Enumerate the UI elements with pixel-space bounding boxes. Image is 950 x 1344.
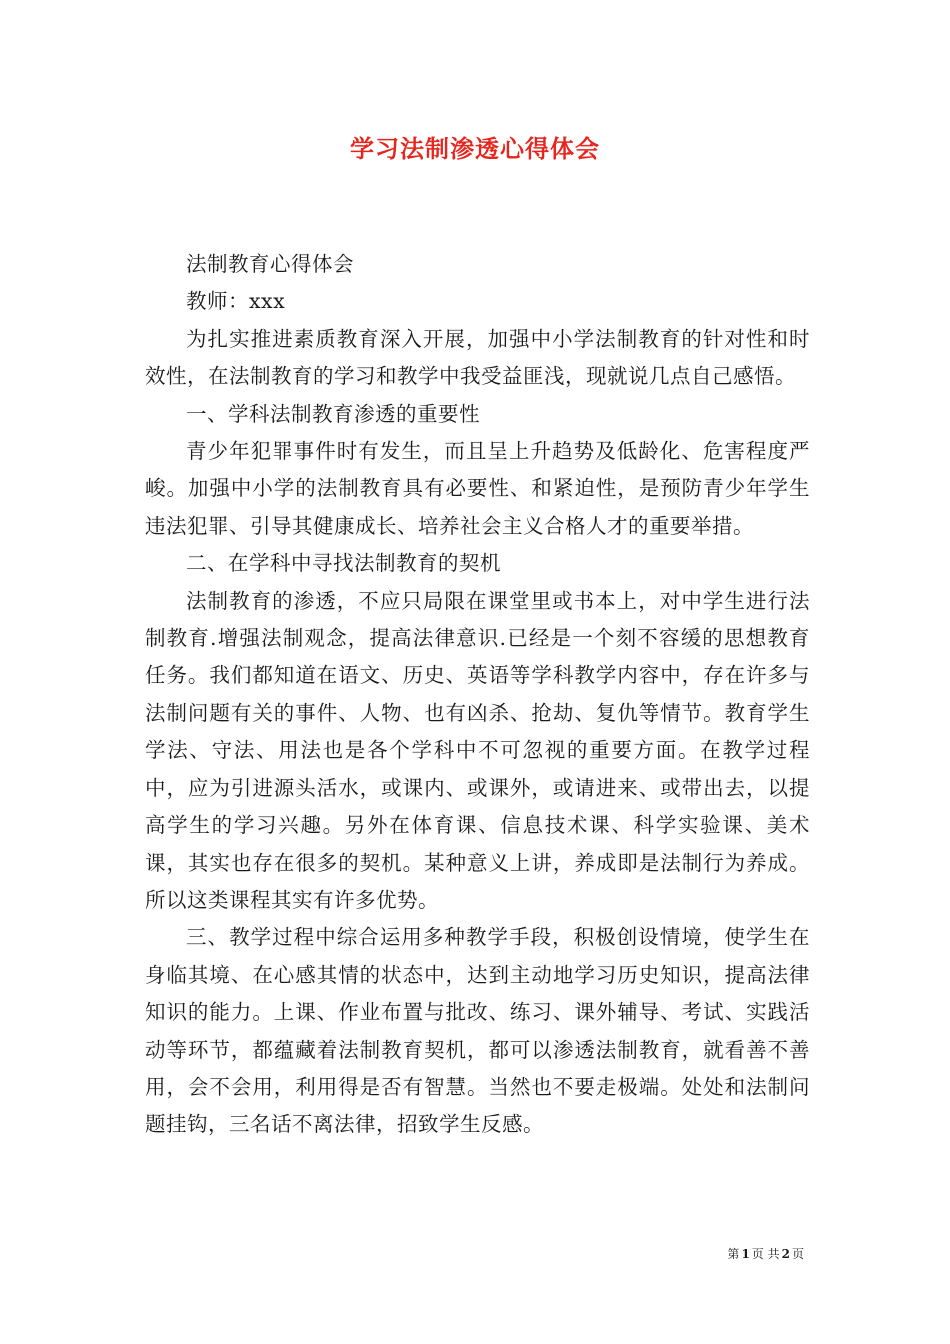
document-title: 学习法制渗透心得体会: [350, 134, 600, 163]
section-heading-1: 一、学科法制教育渗透的重要性: [186, 401, 480, 426]
page-number-footer: [727, 1245, 804, 1263]
section-paragraph-1: 青少年犯罪事件时有发生，而且呈上升趋势及低龄化、危害程度严峻。加强中小学的法制教育具有必要性、和紧迫性，是预防青少年学生违法犯罪、引导其健康成长、培养社会主义合格人才的重要举措。: [145, 439, 810, 538]
document-body: [145, 246, 810, 1144]
footer-prefix: 第: [727, 1247, 740, 1261]
teacher-line: 教师：xxx: [186, 289, 286, 314]
footer-current-page: 1: [741, 1247, 750, 1261]
section-heading-2: 二、在学科中寻找法制教育的契机: [186, 551, 501, 576]
intro-paragraph: 为扎实推进素质教育深入开展，加强中小学法制教育的针对性和时效性，在法制教育的学习和教学中我受益匪浅，现就说几点自己感悟。: [145, 326, 810, 389]
subtitle-paragraph: 法制教育心得体会: [186, 252, 354, 276]
section-paragraph-3: 三、教学过程中综合运用多种教学手段，积极创设情境，使学生在身临其境、在心感其情的状态中，达到主动地学习历史知识，提高法律知识的能力。上课、作业布置与批改、练习、课外辅导、考试、实践活动等环节，都蕴藏着法制教育契机，都可以渗透法制教育，就看善不善用，会不会用，利用得是否有智慧。当然也不要走极端。处处和法制问题挂钩，三名话不离法律，招致学生反感。: [145, 925, 810, 1137]
footer-total-pages: 2: [781, 1247, 790, 1261]
footer-middle: 页 共: [751, 1247, 780, 1261]
footer-suffix: 页: [791, 1247, 804, 1261]
section-paragraph-2: 法制教育的渗透，不应只局限在课堂里或书本上，对中学生进行法制教育.增强法制观念，提高法律意识.已经是一个刻不容缓的思想教育任务。我们都知道在语文、历史、英语等学科教学内容中，存在许多与法制问题有关的事件、人物、也有凶杀、抢劫、复仇等情节。教育学生学法、守法、用法也是各个学科中不可忽视的重要方面。在教学过程中，应为引进源头活水，或课内、或课外，或请进来、或带出去，以提高学生的学习兴趣。另外在体育课、信息技术课、科学实验课、美术课，其实也存在很多的契机。某种意义上讲，养成即是法制行为养成。所以这类课程其实有许多优势。: [145, 588, 810, 912]
